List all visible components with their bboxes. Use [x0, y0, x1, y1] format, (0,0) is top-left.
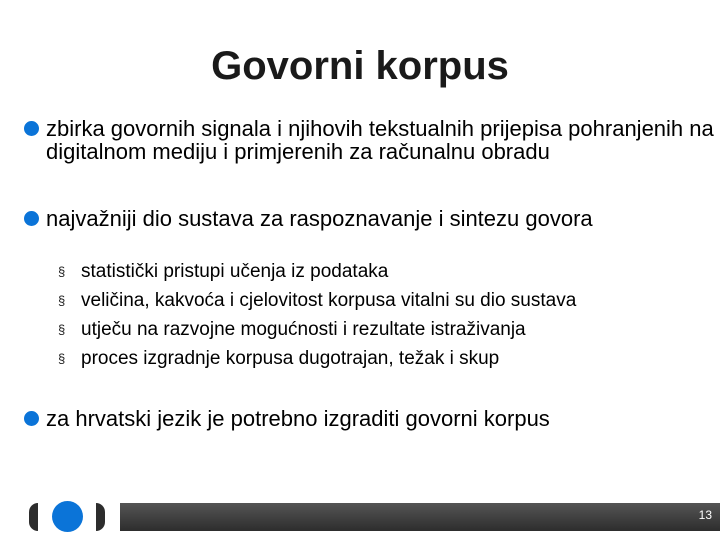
bullet-dot-icon: [24, 121, 39, 136]
subbullet-marker-icon: §: [58, 351, 66, 366]
bullet-text: najvažniji dio sustava za raspoznavanje i sintezu govora: [46, 206, 593, 231]
subbullet-text: proces izgradnje korpusa dugotrajan, težak i skup: [81, 348, 500, 369]
bullet-text: zbirka govornih signala i njihovih tekstualnih prijepisa pohranjenih na digitalnom mediju i primjerenih za računalnu obradu: [46, 116, 714, 164]
subbullet-marker-icon: §: [58, 264, 66, 279]
footer-circle-icon: [52, 501, 83, 532]
subbullet-marker-icon: §: [58, 322, 66, 337]
bullet-dot-icon: [24, 411, 39, 426]
subbullet-text: utječu na razvojne mogućnosti i rezultate istraživanja: [81, 319, 526, 340]
subbullet-text: veličina, kakvoća i cjelovitost korpusa vitalni su dio sustava: [81, 290, 577, 311]
footer-bracket-left-icon: [29, 503, 38, 531]
slide-title: Govorni korpus: [211, 44, 509, 88]
subbullet-text: statistički pristupi učenja iz podataka: [81, 261, 389, 282]
page-number: 13: [698, 508, 712, 522]
bullet-text: za hrvatski jezik je potrebno izgraditi govorni korpus: [46, 406, 550, 431]
bullet-dot-icon: [24, 211, 39, 226]
subbullet-marker-icon: §: [58, 293, 66, 308]
